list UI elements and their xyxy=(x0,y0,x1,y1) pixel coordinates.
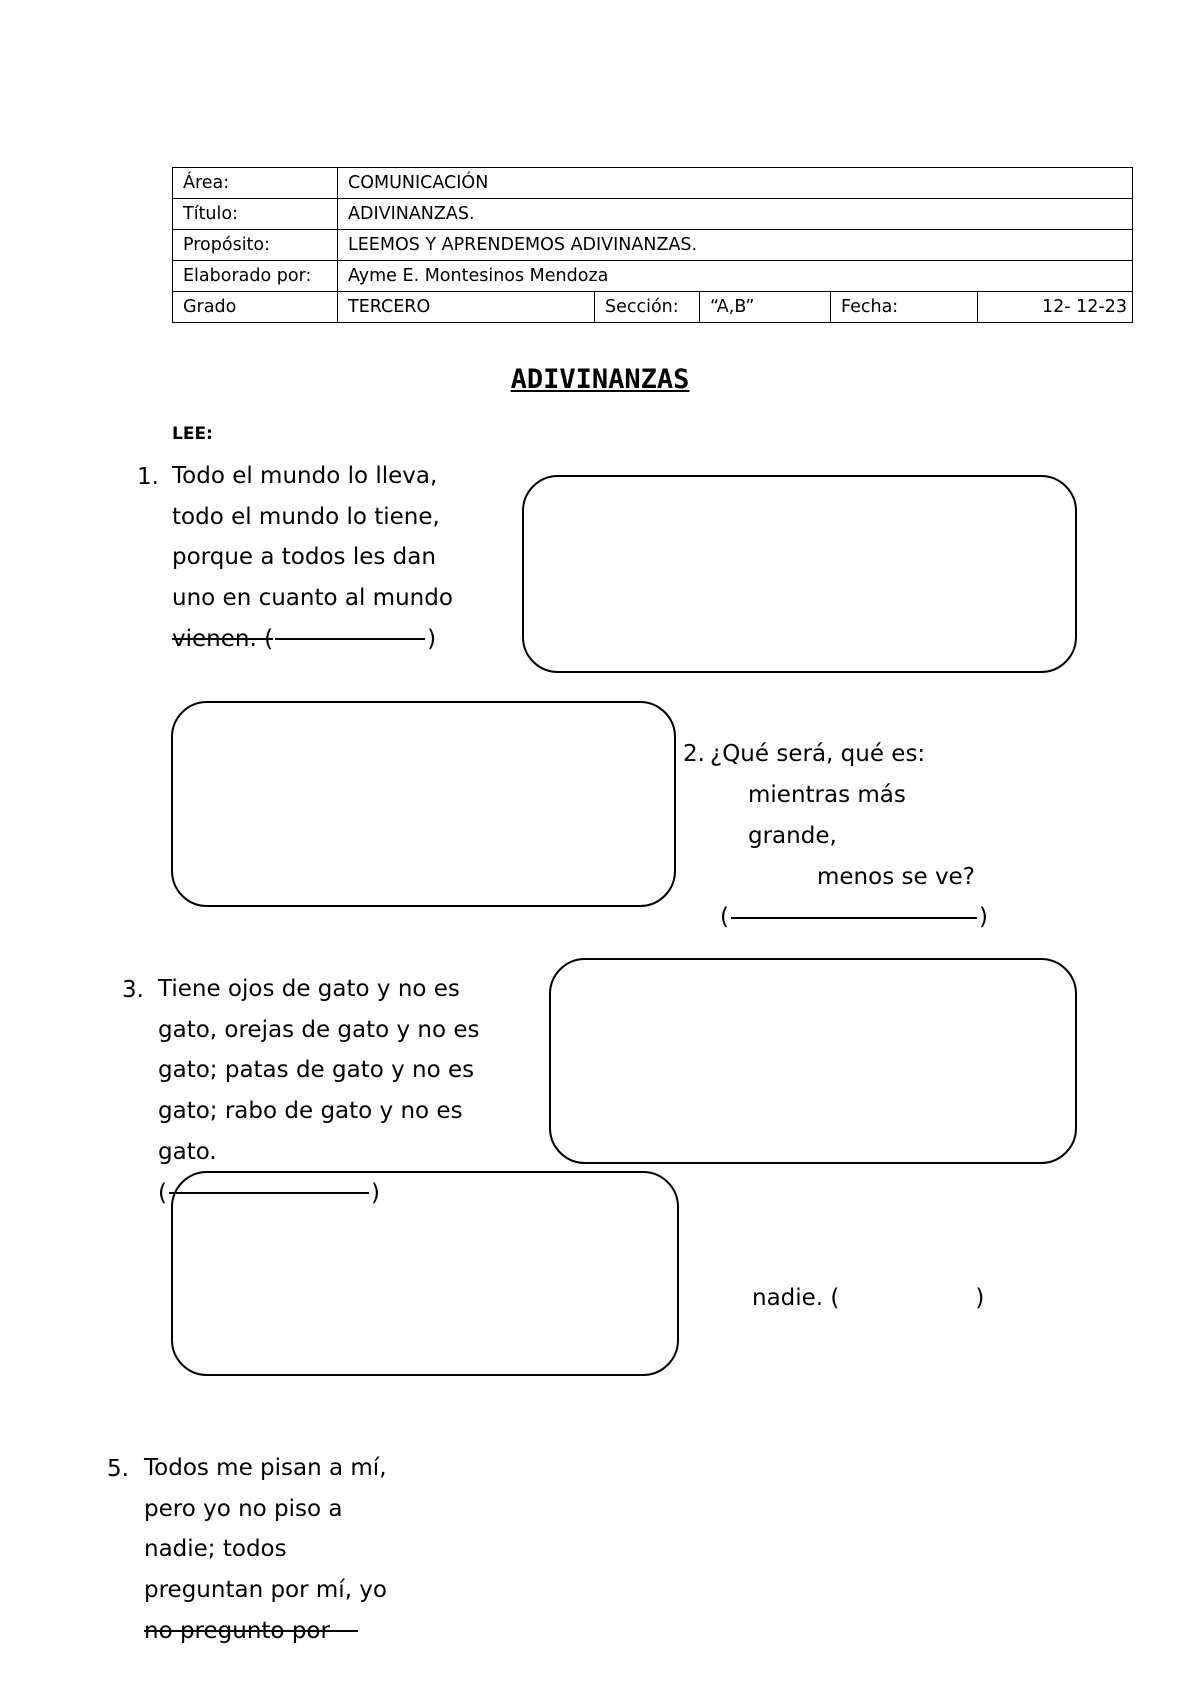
grado-label: Grado xyxy=(173,292,338,323)
answer-blank[interactable] xyxy=(330,1630,358,1632)
page-title: ADIVINANZAS xyxy=(510,364,690,395)
drawing-box-1[interactable] xyxy=(522,475,1077,673)
riddle-2-line: grande, xyxy=(748,823,837,849)
drawing-box-2[interactable] xyxy=(171,701,676,907)
header-row-area xyxy=(173,168,1133,199)
riddle-1-line: uno en cuanto al mundo xyxy=(172,585,453,612)
riddle-2-line: mientras más xyxy=(748,782,906,808)
header-row-titulo xyxy=(173,199,1133,230)
riddle-5-text xyxy=(144,1448,387,1652)
riddle-2-line: menos se ve? xyxy=(817,864,975,890)
fecha-label: Fecha: xyxy=(831,292,978,323)
area-value: COMUNICACIÓN xyxy=(338,168,1133,199)
elaborado-label: Elaborado por: xyxy=(173,261,338,292)
titulo-label: Título: xyxy=(173,199,338,230)
riddle-3-line: gato, orejas de gato y no es xyxy=(158,1016,480,1043)
proposito-value: LEEMOS Y APRENDEMOS ADIVINANZAS. xyxy=(338,230,1133,261)
riddle-1-last-text: vienen. ( xyxy=(172,625,274,652)
answer-blank[interactable] xyxy=(731,917,977,919)
drawing-box-4[interactable] xyxy=(171,1171,679,1376)
riddle-5-line: pero yo no piso a xyxy=(144,1495,343,1522)
fecha-value: 12- 12-23 xyxy=(978,292,1133,323)
riddle-5-last-line xyxy=(144,1611,387,1652)
riddle-3-line: gato; rabo de gato y no es xyxy=(158,1098,463,1125)
riddle-3-line: gato. xyxy=(158,1138,217,1165)
riddle-1-text xyxy=(172,456,453,660)
riddle-2-open: ( xyxy=(720,904,729,930)
riddle-3-number: 3. xyxy=(122,977,144,1003)
riddle-4-text: nadie. ( xyxy=(752,1285,840,1311)
header-table xyxy=(172,167,1133,323)
riddle-5-number: 5. xyxy=(107,1456,129,1482)
riddle-3-close: ) xyxy=(370,1179,380,1206)
header-row-grado xyxy=(173,292,1133,323)
header-row-elaborado xyxy=(173,261,1133,292)
riddle-2-number: 2. xyxy=(683,741,705,767)
riddle-2-line: ¿Qué será, qué es: xyxy=(710,741,926,767)
drawing-box-3[interactable] xyxy=(549,958,1077,1164)
answer-blank[interactable] xyxy=(275,638,425,640)
seccion-value: “A,B” xyxy=(700,292,831,323)
riddle-3-line: gato; patas de gato y no es xyxy=(158,1057,475,1084)
riddle-3-line: Tiene ojos de gato y no es xyxy=(158,976,460,1002)
riddle-1-line: todo el mundo lo tiene, xyxy=(172,503,440,530)
riddle-5-line: Todos me pisan a mí, xyxy=(144,1455,387,1481)
riddle-5-line: nadie; todos xyxy=(144,1536,287,1563)
proposito-label: Propósito: xyxy=(173,230,338,261)
riddle-1-line: porque a todos les dan xyxy=(172,544,436,571)
riddle-2-close: ) xyxy=(978,904,988,930)
riddle-4-close: ) xyxy=(975,1285,985,1311)
titulo-value: ADIVINANZAS. xyxy=(338,199,1133,230)
riddle-1-answer-line xyxy=(172,619,453,660)
instruction-label: LEE: xyxy=(172,424,213,444)
riddle-5-line: preguntan por mí, yo xyxy=(144,1577,387,1604)
riddle-1-number: 1. xyxy=(137,464,159,490)
riddle-1-close: ) xyxy=(427,625,437,652)
seccion-label: Sección: xyxy=(595,292,700,323)
riddle-1-line: Todo el mundo lo lleva, xyxy=(172,463,438,489)
header-row-proposito xyxy=(173,230,1133,261)
riddle-5-last-text: no pregunto por xyxy=(144,1617,330,1644)
elaborado-value: Ayme E. Montesinos Mendoza xyxy=(338,261,1133,292)
riddle-4-answer-line xyxy=(752,1285,984,1311)
riddle-3-open: ( xyxy=(158,1179,167,1206)
riddle-2-answer-line xyxy=(720,904,988,930)
grado-value: TERCERO xyxy=(338,292,595,323)
area-label: Área: xyxy=(173,168,338,199)
